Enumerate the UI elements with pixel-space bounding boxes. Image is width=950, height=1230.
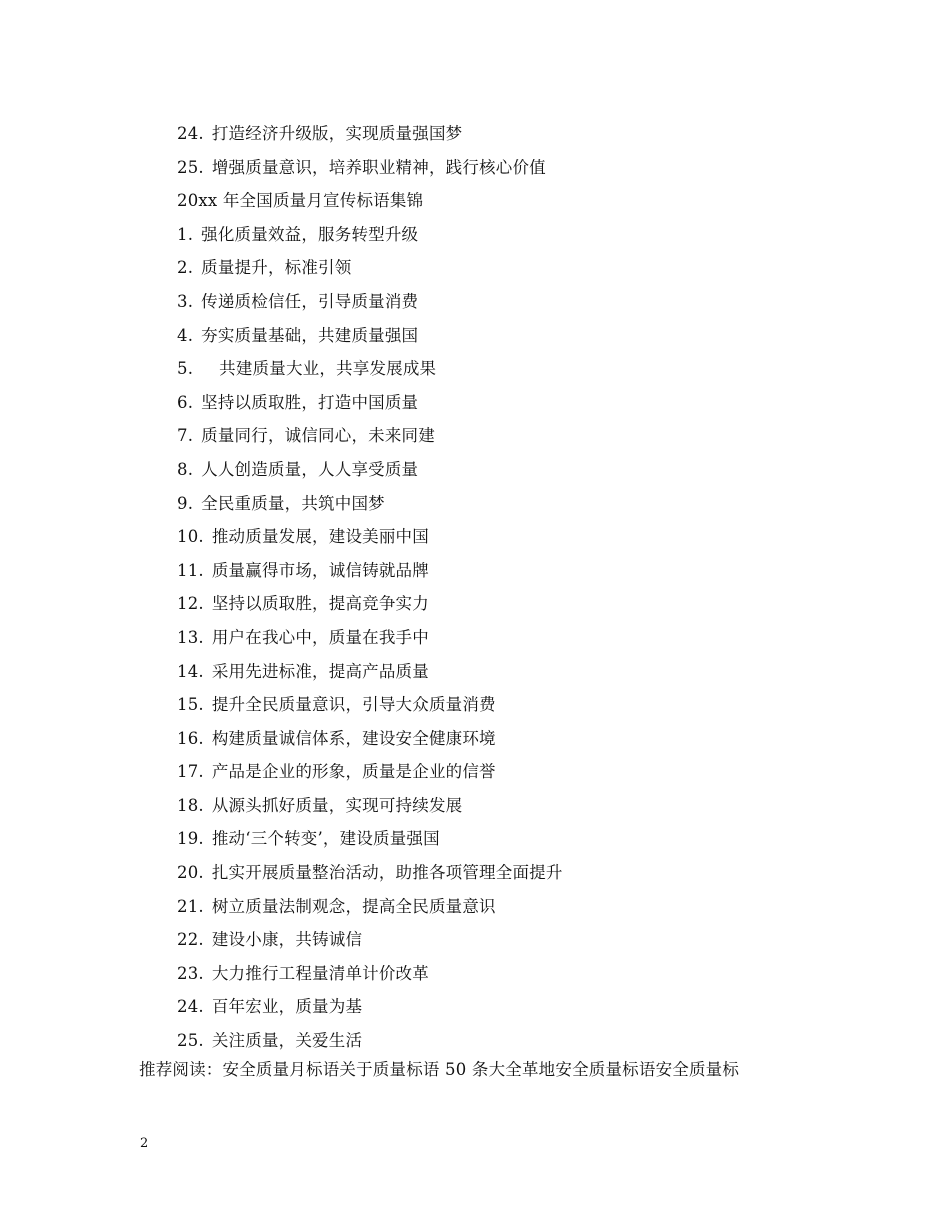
item-text: 构建质量诚信体系，建设安全健康环境 — [211, 728, 496, 748]
item-number: 6. — [177, 392, 194, 412]
item-number: 24. — [177, 997, 204, 1017]
item-number: 14. — [177, 661, 204, 681]
item-number: 22. — [177, 930, 204, 950]
item-text: 质量提升，标准引领 — [201, 258, 352, 278]
list-item — [177, 151, 897, 185]
list-item — [177, 386, 897, 420]
item-number: 21. — [177, 896, 204, 916]
list-item — [177, 890, 897, 924]
item-text: 推动质量发展，建设美丽中国 — [211, 527, 429, 547]
recommended-reading: 推荐阅读：安全质量月标语关于质量标语 50 条大全革地安全质量标语安全质量标 — [139, 1060, 740, 1079]
item-number: 1. — [177, 224, 194, 244]
item-number: 11. — [177, 560, 204, 580]
item-text: 传递质检信任，引导质量消费 — [201, 291, 419, 311]
list-item — [177, 520, 897, 554]
item-number: 15. — [177, 695, 204, 715]
list-item — [177, 923, 897, 957]
item-text: 增强质量意识，培养职业精神，践行核心价值 — [211, 157, 546, 177]
item-number: 12. — [177, 594, 204, 614]
list-item — [177, 822, 897, 856]
item-text: 坚持以质取胜，打造中国质量 — [201, 392, 419, 412]
item-number: 8. — [177, 459, 194, 479]
item-number: 25. — [177, 157, 204, 177]
list-item — [177, 419, 897, 453]
item-text: 质量同行，诚信同心，未来同建 — [201, 426, 435, 446]
item-number: 25. — [177, 1031, 204, 1051]
list-item — [177, 688, 897, 722]
item-text: 强化质量效益，服务转型升级 — [201, 224, 419, 244]
item-text: 扎实开展质量整治活动，助推各项管理全面提升 — [211, 863, 563, 883]
item-text: 人人创造质量，人人享受质量 — [201, 459, 419, 479]
item-number: 3. — [177, 291, 194, 311]
item-text: 夯实质量基础，共建质量强国 — [201, 325, 419, 345]
list-item — [177, 722, 897, 756]
list-item — [177, 352, 897, 386]
item-number: 18. — [177, 795, 204, 815]
item-number: 20. — [177, 863, 204, 883]
list-item — [177, 621, 897, 655]
item-number: 4. — [177, 325, 194, 345]
list-item — [177, 285, 897, 319]
item-text: 推动‘三个转变’，建设质量强国 — [211, 829, 440, 849]
item-text: 百年宏业，质量为基 — [211, 997, 363, 1017]
list-item — [177, 755, 897, 789]
item-number: 16. — [177, 728, 204, 748]
item-text: 全民重质量，共筑中国梦 — [201, 493, 385, 513]
item-text: 建设小康，共铸诚信 — [211, 930, 363, 950]
item-number: 19. — [177, 829, 204, 849]
list-item — [177, 117, 897, 151]
list-item — [177, 487, 897, 521]
page-number: 2 — [140, 1136, 149, 1151]
item-text: 提升全民质量意识，引导大众质量消费 — [211, 695, 496, 715]
item-number: 2. — [177, 258, 194, 278]
item-text: 从源头抓好质量，实现可持续发展 — [211, 795, 463, 815]
item-text: 坚持以质取胜，提高竞争实力 — [211, 594, 429, 614]
list-item — [177, 957, 897, 991]
slogan-list — [177, 117, 897, 1058]
heading-text: 20xx 年全国质量月宣传标语集锦 — [177, 191, 424, 211]
item-number: 24. — [177, 124, 204, 143]
list-item — [177, 856, 897, 890]
item-number: 9. — [177, 493, 194, 513]
item-number: 17. — [177, 762, 204, 782]
list-item — [177, 453, 897, 487]
item-text: 打造经济升级版，实现质量强国梦 — [211, 124, 463, 143]
item-text: 共建质量大业，共享发展成果 — [219, 359, 437, 379]
list-item — [177, 990, 897, 1024]
item-text: 采用先进标准，提高产品质量 — [211, 661, 429, 681]
list-item — [177, 251, 897, 285]
section-heading — [177, 184, 897, 218]
item-text: 用户在我心中，质量在我手中 — [211, 627, 429, 647]
item-number: 10. — [177, 527, 204, 547]
list-item — [177, 319, 897, 353]
item-text: 大力推行工程量清单计价改革 — [211, 963, 429, 983]
item-text: 产品是企业的形象，质量是企业的信誉 — [211, 762, 496, 782]
item-number: 5. — [177, 359, 194, 379]
item-number: 7. — [177, 426, 194, 446]
list-item — [177, 587, 897, 621]
item-text: 关注质量，关爱生活 — [211, 1031, 363, 1051]
list-item — [177, 655, 897, 689]
item-text: 质量赢得市场，诚信铸就品牌 — [211, 560, 429, 580]
list-item — [177, 789, 897, 823]
list-item — [177, 218, 897, 252]
list-item — [177, 554, 897, 588]
item-number: 23. — [177, 963, 204, 983]
item-text: 树立质量法制观念，提高全民质量意识 — [211, 896, 496, 916]
item-number: 13. — [177, 627, 204, 647]
